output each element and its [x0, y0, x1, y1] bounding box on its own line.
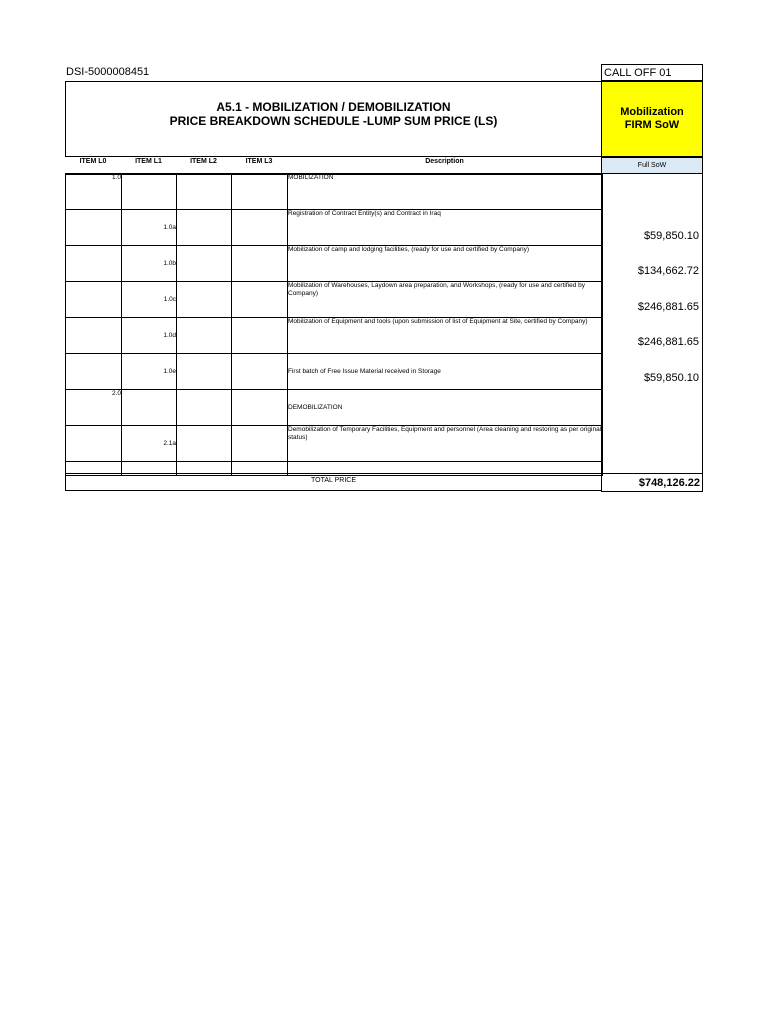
price-value: $59,850.10 — [643, 372, 699, 384]
table-row — [66, 174, 603, 210]
table-row — [66, 282, 603, 318]
header-description: Description — [425, 158, 464, 165]
cell-item-l0: 1.0 — [66, 174, 122, 210]
table-row — [66, 390, 603, 426]
cell-item-l2 — [177, 426, 232, 462]
cell-item-l1 — [122, 390, 177, 426]
cell-item-l3 — [232, 390, 288, 426]
cell-item-l2 — [177, 174, 232, 210]
cell-description: Mobilization of camp and lodging facilities, (ready for use and certified by Company) — [288, 246, 603, 282]
cell-item-l0: 2.0 — [66, 390, 122, 426]
table-row — [66, 354, 603, 390]
cell-item-l1: 1.0c — [122, 282, 177, 318]
call-off-label: CALL OFF 01 — [601, 64, 703, 81]
header-item-l0: ITEM L0 — [79, 158, 107, 165]
cell-item-l2 — [177, 390, 232, 426]
price-value: $134,662.72 — [637, 265, 699, 277]
cell-item-l3 — [232, 174, 288, 210]
cell-description: Registration of Contract Entity(s) and Contract in Iraq — [288, 210, 603, 246]
cell-item-l0 — [66, 426, 122, 462]
price-column — [601, 173, 703, 491]
cell-description: MOBILIZATION — [288, 174, 603, 210]
cell-item-l3 — [232, 426, 288, 462]
total-price-value: $748,126.22 — [601, 473, 703, 492]
cell-item-l2 — [177, 246, 232, 282]
cell-item-l0 — [66, 210, 122, 246]
cell-item-l3 — [232, 246, 288, 282]
cell-item-l0 — [66, 354, 122, 390]
header-item-l2: ITEM L2 — [190, 158, 217, 165]
cell-description: Demobilization of Temporary Facilities, Equipment and personnel (Area cleaning and restoring as per original status) — [288, 426, 603, 462]
cell-item-l2 — [177, 210, 232, 246]
cell-item-l1: 1.0a — [122, 210, 177, 246]
document-id: DSI-5000008451 — [66, 66, 150, 78]
cell-item-l0 — [66, 246, 122, 282]
cell-description: Mobilization of Warehouses, Laydown area preparation, and Workshops, (ready for use and certified by Company) — [288, 282, 603, 318]
cell-item-l1: 1.0d — [122, 318, 177, 354]
cell-item-l1: 1.0b — [122, 246, 177, 282]
cell-description: First batch of Free Issue Material received in Storage — [288, 354, 603, 390]
table-row — [66, 426, 603, 462]
price-value: $59,850.10 — [643, 230, 699, 242]
cell-item-l0 — [66, 282, 122, 318]
cell-item-l2 — [177, 354, 232, 390]
price-value: $246,881.65 — [637, 336, 699, 348]
cell-item-l1: 2.1a — [122, 426, 177, 462]
scope-header — [601, 81, 703, 157]
title-line-1: A5.1 - MOBILIZATION / DEMOBILIZATION — [216, 100, 451, 114]
table-row — [66, 246, 603, 282]
cell-item-l0 — [66, 318, 122, 354]
cell-item-l1 — [122, 174, 177, 210]
total-price-label: TOTAL PRICE — [65, 473, 602, 491]
price-value: $246,881.65 — [637, 301, 699, 313]
cell-item-l3 — [232, 282, 288, 318]
cell-description: Mobilization of Equipment and tools (upon submission of list of Equipment at Site, certified by Company) — [288, 318, 603, 354]
cell-item-l3 — [232, 318, 288, 354]
full-sow-header: Full SoW — [601, 157, 703, 174]
table-row — [66, 210, 603, 246]
cell-item-l2 — [177, 318, 232, 354]
cell-item-l1: 1.0e — [122, 354, 177, 390]
header-item-l1: ITEM L1 — [135, 158, 162, 165]
schedule-title — [65, 81, 602, 157]
scope-label: Mobilization FIRM SoW — [620, 106, 684, 131]
cell-item-l3 — [232, 354, 288, 390]
cell-item-l3 — [232, 210, 288, 246]
cell-description: DEMOBILIZATION — [288, 390, 603, 426]
table-row — [66, 318, 603, 354]
cell-item-l2 — [177, 282, 232, 318]
header-item-l3: ITEM L3 — [245, 158, 273, 165]
title-line-2: PRICE BREAKDOWN SCHEDULE -LUMP SUM PRICE (LS) — [169, 114, 498, 128]
price-breakdown-table — [65, 173, 603, 476]
